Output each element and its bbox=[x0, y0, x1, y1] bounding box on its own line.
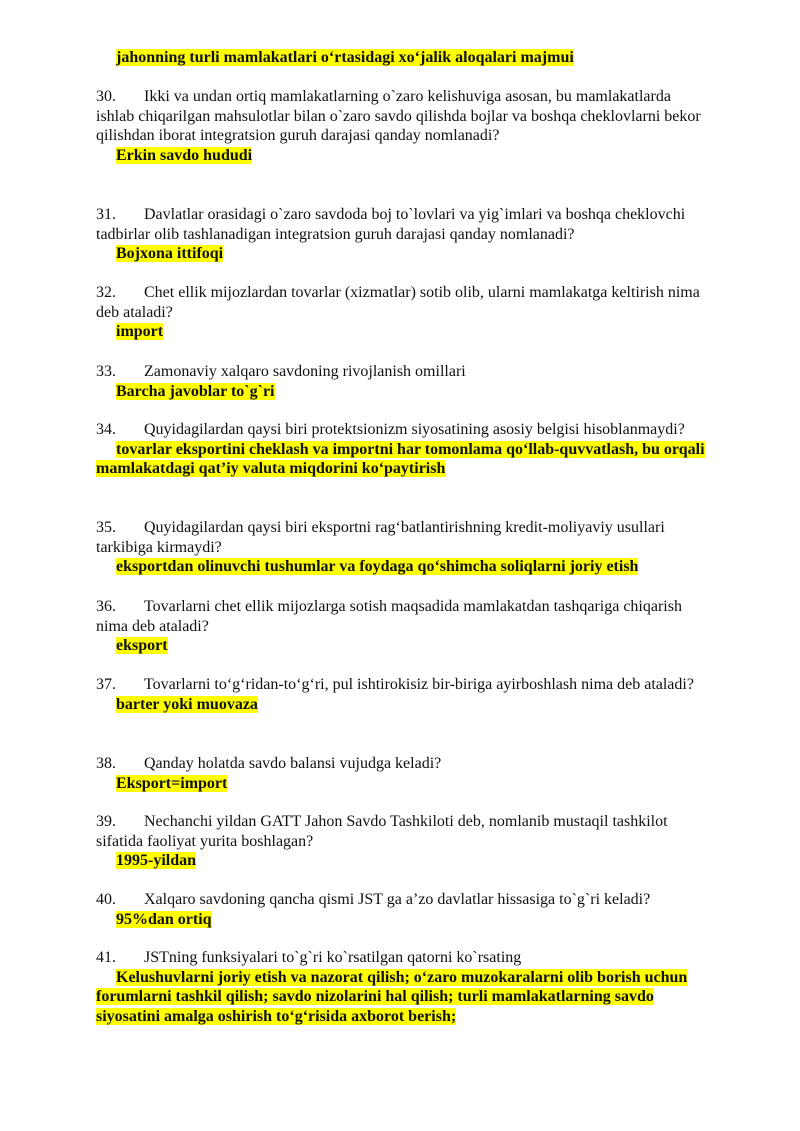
question-41 bbox=[96, 948, 708, 1026]
answer bbox=[96, 695, 708, 715]
question-body: Ikki va undan ortiq mamlakatlarning o`zaro kelishuviga asosan, bu mamlakatlarda ishlab chiqarilgan mahsulotlar bilan o`zaro savdo qilishda bojlar va boshqa cheklovlarni bekor qilishdan iborat integratsion guruh darajasi qanday nomlanadi? bbox=[96, 88, 701, 144]
question-38 bbox=[96, 754, 708, 793]
question-body: JSTning funksiyalari to`g`ri ko`rsatilgan qatorni ko`rsating bbox=[144, 949, 522, 966]
question-33 bbox=[96, 362, 708, 401]
question-text bbox=[96, 597, 708, 636]
question-text bbox=[96, 948, 708, 968]
answer bbox=[96, 146, 708, 166]
question-34 bbox=[96, 420, 708, 479]
question-37 bbox=[96, 675, 708, 714]
question-text bbox=[96, 890, 708, 910]
answer bbox=[96, 322, 708, 342]
question-text bbox=[96, 205, 708, 244]
question-text bbox=[96, 812, 708, 851]
question-number: 36. bbox=[96, 598, 116, 615]
question-number: 34. bbox=[96, 421, 116, 438]
question-number: 38. bbox=[96, 755, 116, 772]
question-body: Nechanchi yildan GATT Jahon Savdo Tashkiloti deb, nomlanib mustaqil tashkilot sifatida faoliyat yurita boshlagan? bbox=[96, 813, 668, 850]
highlighted-answer: eksport bbox=[116, 637, 168, 654]
question-body: Qanday holatda savdo balansi vujudga keladi? bbox=[144, 755, 442, 772]
highlighted-answer: 95%dan ortiq bbox=[116, 910, 212, 928]
question-text bbox=[96, 87, 708, 146]
question-30 bbox=[96, 87, 708, 165]
answer bbox=[96, 968, 708, 1027]
answer bbox=[96, 910, 708, 930]
question-body: Tovarlarni to‘g‘ridan-to‘g‘ri, pul ishtirokisiz bir-biriga ayirboshlash nima deb ataladi? bbox=[144, 676, 694, 693]
question-number: 33. bbox=[96, 363, 116, 380]
question-text bbox=[96, 420, 708, 440]
highlighted-answer: barter yoki muovaza bbox=[116, 695, 258, 713]
answer bbox=[96, 557, 708, 577]
question-number: 41. bbox=[96, 949, 116, 966]
question-31 bbox=[96, 205, 708, 264]
question-35 bbox=[96, 518, 708, 577]
answer-continuation bbox=[116, 48, 574, 68]
question-body: Quyidagilardan qaysi biri protektsionizm siyosatining asosiy belgisi hisoblanmaydi? bbox=[144, 421, 685, 438]
answer bbox=[96, 774, 708, 794]
highlighted-answer: Kelushuvlarni joriy etish va nazorat qilish; o‘zaro muzokaralarni olib borish uchun forumlarni tashkil qilish; savdo nizolarini hal qilish; turli mamlakatlarning savdo siyosatini amalga oshirish to‘g‘risida axborot berish; bbox=[96, 968, 688, 1025]
answer bbox=[96, 440, 708, 479]
highlighted-answer: Bojxona ittifoqi bbox=[116, 245, 224, 262]
question-text bbox=[96, 518, 708, 557]
question-32 bbox=[96, 283, 708, 342]
answer bbox=[96, 382, 708, 402]
question-number: 39. bbox=[96, 813, 116, 830]
highlighted-answer: jahonning turli mamlakatlari o‘rtasidagi xo‘jalik aloqalari majmui bbox=[116, 49, 574, 66]
question-number: 40. bbox=[96, 891, 116, 908]
highlighted-answer: Eksport=import bbox=[116, 774, 228, 792]
question-body: Chet ellik mijozlardan tovarlar (xizmatlar) sotib olib, ularni mamlakatga keltirish nima deb ataladi? bbox=[96, 284, 700, 321]
question-number: 30. bbox=[96, 88, 116, 105]
highlighted-answer: Barcha javoblar to`g`ri bbox=[116, 382, 275, 400]
highlighted-answer: Erkin savdo hududi bbox=[116, 146, 253, 164]
question-text bbox=[96, 283, 708, 322]
question-number: 35. bbox=[96, 519, 116, 536]
answer bbox=[96, 636, 708, 656]
question-body: Tovarlarni chet ellik mijozlarga sotish maqsadida mamlakatdan tashqariga chiqarish nima deb ataladi? bbox=[96, 598, 682, 635]
question-text bbox=[96, 675, 708, 695]
question-36 bbox=[96, 597, 708, 656]
answer bbox=[96, 851, 708, 871]
question-number: 32. bbox=[96, 284, 116, 301]
question-number: 31. bbox=[96, 206, 116, 223]
highlighted-answer: tovarlar eksportini cheklash va importni har tomonlama qo‘llab-quvvatlash, bu orqali mamlakatdagi qat’iy valuta miqdorini ko‘paytirish bbox=[96, 440, 705, 477]
question-body: Davlatlar orasidagi o`zaro savdoda boj to`lovlari va yig`imlari va boshqa cheklovchi tadbirlar olib tashlanadigan integratsion guruh darajasi qanday nomlanadi? bbox=[96, 206, 686, 243]
highlighted-answer: import bbox=[116, 323, 164, 340]
question-text bbox=[96, 754, 708, 774]
question-body: Zamonaviy xalqaro savdoning rivojlanish omillari bbox=[144, 363, 466, 380]
question-number: 37. bbox=[96, 676, 116, 693]
answer bbox=[96, 244, 708, 264]
question-body: Quyidagilardan qaysi biri eksportni rag‘batlantirishning kredit-moliyaviy usullari tarkibiga kirmaydi? bbox=[96, 519, 665, 556]
question-39 bbox=[96, 812, 708, 871]
highlighted-answer: eksportdan olinuvchi tushumlar va foydaga qo‘shimcha soliqlarni joriy etish bbox=[116, 558, 639, 575]
question-40 bbox=[96, 890, 708, 929]
question-text bbox=[96, 362, 708, 382]
question-body: Xalqaro savdoning qancha qismi JST ga a’zo davlatlar hissasiga to`g`ri keladi? bbox=[144, 891, 651, 908]
highlighted-answer: 1995-yildan bbox=[116, 852, 197, 869]
